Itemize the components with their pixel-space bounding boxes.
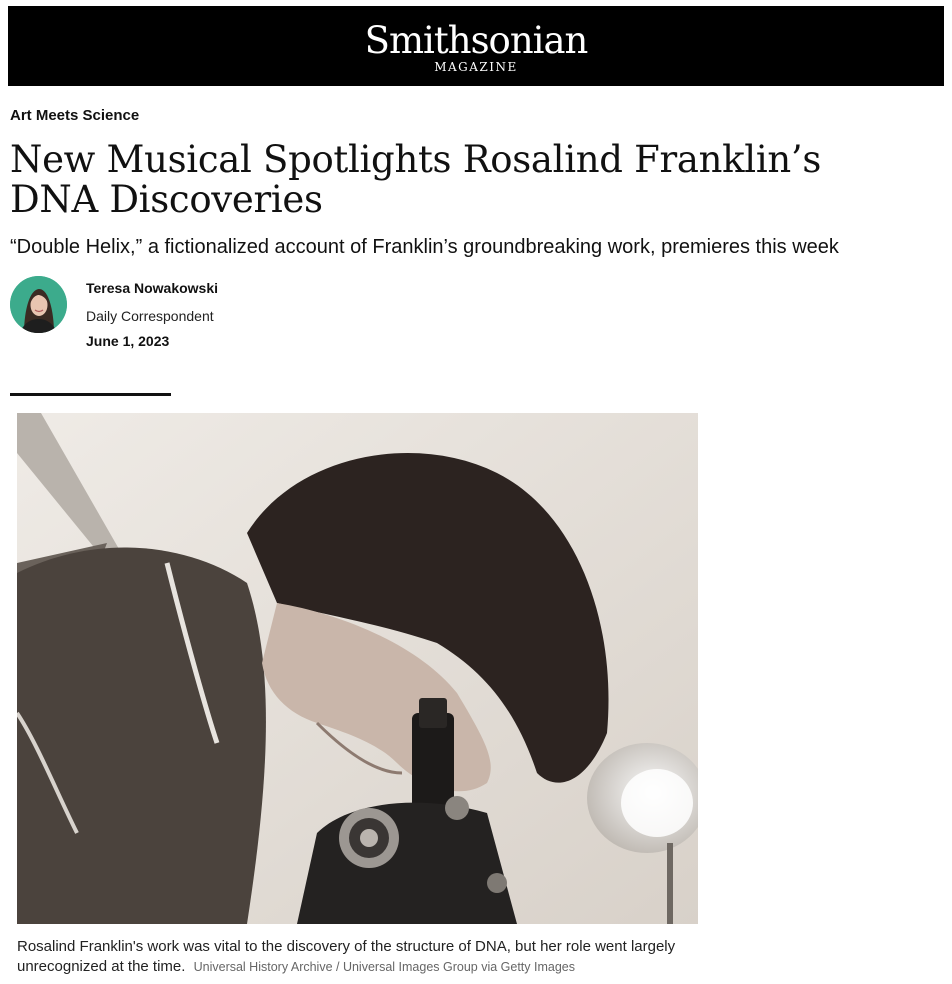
author-name[interactable]: Teresa Nowakowski — [86, 280, 219, 296]
masthead — [8, 6, 944, 86]
article-headline: New Musical Spotlights Rosalind Franklin’s DNA Discoveries — [10, 138, 822, 221]
author-role: Daily Correspondent — [86, 308, 214, 324]
publish-date: June 1, 2023 — [86, 333, 170, 349]
article-dek: “Double Helix,” a fictionalized account of Franklin’s groundbreaking work, premieres this week — [10, 236, 839, 258]
article-category[interactable]: Art Meets Science — [10, 107, 140, 124]
smithsonian-logo[interactable]: Smithsonian — [364, 18, 588, 62]
photo-credit: Universal History Archive / Universal Images Group via Getty Images — [193, 960, 575, 974]
author-portrait-icon — [10, 276, 67, 333]
photo-caption — [17, 937, 707, 977]
caption-text: Rosalind Franklin's work was vital to the discovery of the structure of DNA, but her role went largely unrecognized at the time. — [17, 938, 676, 975]
article-photo[interactable] — [17, 413, 698, 924]
section-divider — [10, 393, 171, 396]
author-avatar[interactable] — [10, 276, 67, 333]
scientist-microscope-photo-icon — [17, 413, 698, 924]
magazine-label: MAGAZINE — [434, 59, 518, 74]
